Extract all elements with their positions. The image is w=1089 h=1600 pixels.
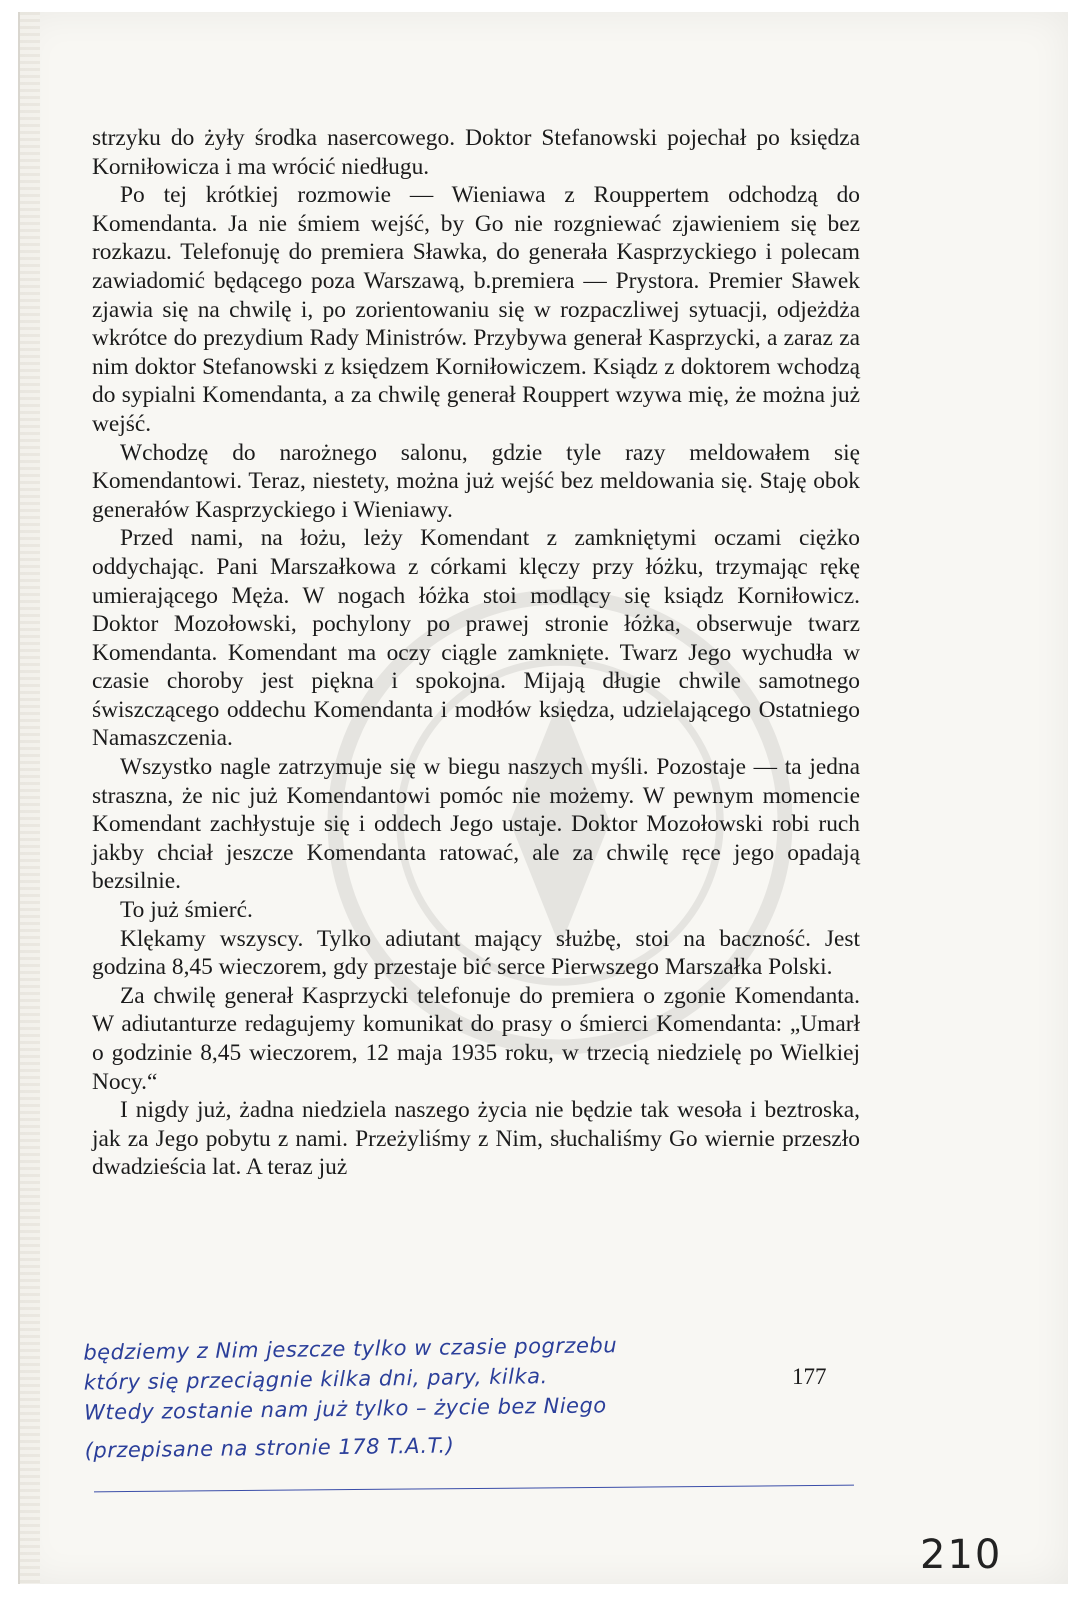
binding-edge — [20, 12, 40, 1584]
handwritten-line: (przepisane na stronie 178 T.A.T.) — [84, 1433, 455, 1463]
handwritten-underline — [94, 1485, 854, 1493]
handwritten-note — [83, 1326, 885, 1465]
paragraph: Przed nami, na łożu, leży Komendant z zamkniętymi oczami ciężko oddychając. Pani Marszałkowa z córkami klęczy przy łóżku, trzymając rękę umierającego Męża. W nogach łóżka stoi modlący się ksiądz Korniłowicz. Doktor Mozołowski, pochylony po prawej stronie łóżka, obserwuje twarz Komendanta. Komendant ma oczy ciągle zamknięte. Twarz Jego wychudła w czasie choroby jest piękna i spokojna. Mijają długie chwile samotnego świszczącego oddechu Komendanta i modłów księdza, udzielającego Ostatniego Namaszczenia. — [92, 525, 860, 752]
paragraph: I nigdy już, żadna niedziela naszego życia nie będzie tak wesoła i beztroska, jak za Jego pobytu z nami. Przeżyliśmy z Nim, słuchaliśmy Go wiernie przeszło dwadzieścia lat. A teraz już — [92, 1097, 860, 1181]
document-body — [92, 124, 860, 1182]
paragraph: To już śmierć. — [120, 897, 253, 924]
paragraph: strzyku do żyły środka nasercowego. Doktor Stefanowski pojechał po księdza Korniłowicza i ma wrócić niedługu. — [92, 125, 860, 180]
archive-number: 210 — [920, 1532, 1003, 1578]
paragraph: Klękamy wszyscy. Tylko adiutant mający służbę, stoi na baczność. Jest godzina 8,45 wieczorem, gdy przestaje bić serce Pierwszego Marszałka Polski. — [92, 925, 860, 981]
paragraph: Po tej krótkiej rozmowie — Wieniawa z Rouppertem odchodzą do Komendanta. Ja nie śmiem wejść, by Go nie rozgniewać zjawieniem się bez rozkazu. Telefonuję do premiera Sławka, do generała Kasprzyckiego i polecam zawiadomić będącego poza Warszawą, b.premiera — Prystora. Premier Sławek zjawia się na chwilę i, po zorientowaniu się w rozpaczliwej sytuacji, odjeżdża wkrótce do prezydium Rady Ministrów. Przybywa generał Kasprzycki, a zaraz za nim doktor Stefanowski z księdzem Korniłowiczem. Ksiądz z doktorem wchodzą do sypialni Komendanta, a za chwilę generał Rouppert wzywa mię, że można już wejść. — [92, 182, 860, 437]
handwritten-line: Wtedy zostanie nam już tylko – życie bez Niego — [84, 1393, 607, 1425]
paragraph: Wszystko nagle zatrzymuje się w biegu naszych myśli. Pozostaje — ta jedna straszna, że nic już Komendantowi pomóc nie możemy. W pewnym momencie Komendant zachłystuje się i oddech Jego ustaje. Doktor Mozołowski robi ruch jakby chciał jeszcze Komendanta ratować, ale za chwilę ręce jego opadają bezsilnie. — [92, 754, 860, 895]
page-number: 177 — [792, 1364, 827, 1389]
handwritten-line: który się przeciągnie kilka dni, pary, kilka. — [83, 1364, 548, 1395]
paragraph: Za chwilę generał Kasprzycki telefonuje do premiera o zgonie Komendanta. W adiutanturze redagujemy komunikat do prasy o śmierci Komendanta: „Umarł o godzinie 8,45 wieczorem, 12 maja 1935 roku, w trzecią niedzielę po Wielkiej Nocy.“ — [92, 982, 860, 1095]
scanned-page — [18, 12, 1068, 1584]
handwritten-line: będziemy z Nim jeszcze tylko w czasie pogrzebu — [83, 1333, 618, 1365]
paragraph: Wchodzę do narożnego salonu, gdzie tyle razy meldowałem się Komendantowi. Teraz, niestety, można już wejść bez meldowania się. Staję obok generałów Kasprzyckiego i Wieniawy. — [92, 439, 860, 523]
